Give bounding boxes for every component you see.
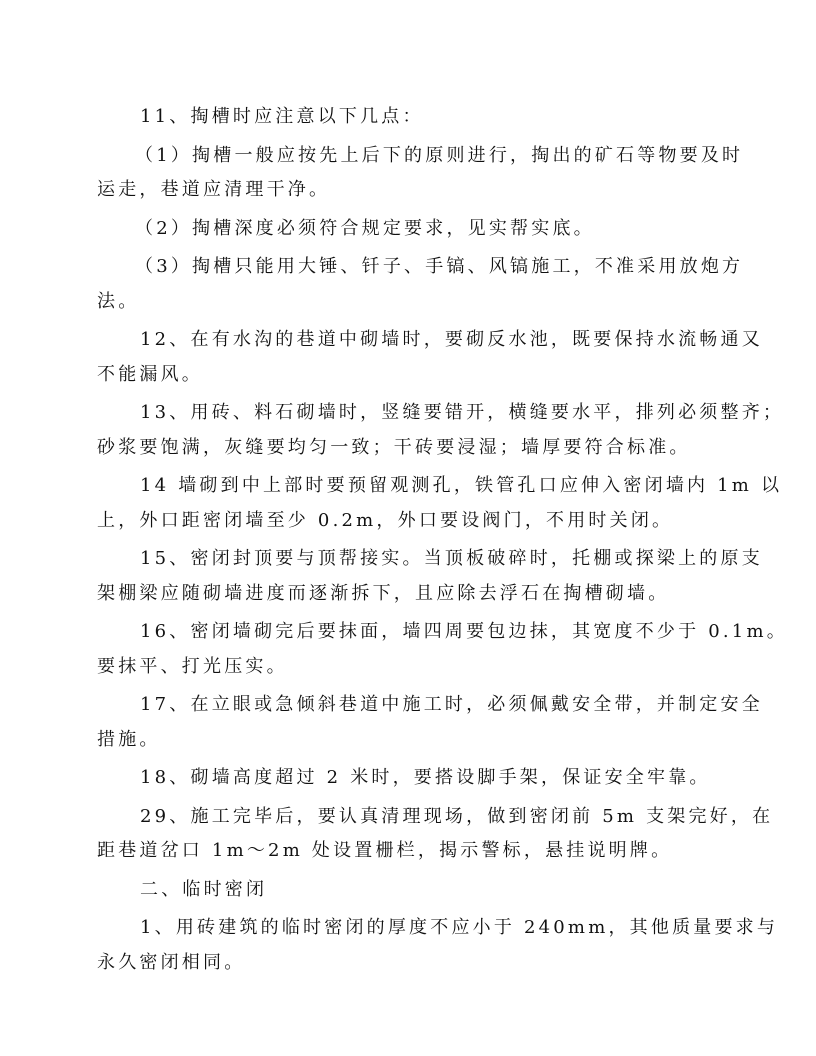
paragraph-p15 [97,542,763,611]
text-line: （3）掏槽只能用大锤、钎子、手镐、风镐施工，不准采用放炮方 [135,256,744,277]
paragraph-p14 [97,469,783,538]
text-line: 永久密闭相同。 [97,951,246,973]
text-line: 措施。 [97,728,161,750]
document-page [97,100,788,984]
paragraph-p18 [97,761,727,796]
section-heading [97,873,727,908]
text-line: （1）掏槽一般应按先上后下的原则进行，掏出的矿石等物要及时 [135,144,744,166]
paragraph-p11-3 [97,250,744,319]
paragraph-p12 [97,323,763,392]
paragraph-p29 [97,800,774,869]
text-line: 运走，巷道应清理干净。 [97,179,331,200]
text-line: 二、临时密闭 [140,878,268,900]
text-line: 17、在立眼或急倾斜巷道中施工时，必须佩戴安全带，并制定安全 [140,694,763,715]
text-line: 不能漏风。 [97,363,203,385]
paragraph-p13 [97,396,785,465]
text-line: 上，外口距密闭墙至少 0.2m，外口要设阀门，不用时关闭。 [97,509,674,531]
text-line: 法。 [97,290,140,312]
text-line: 11、掏槽时应注意以下几点： [140,106,424,127]
text-line: 1、用砖建筑的临时密闭的厚度不应小于 240mm，其他质量要求与 [140,917,779,938]
paragraph-p16 [97,615,788,684]
text-line: 12、在有水沟的巷道中砌墙时，要砌反水池，既要保持水流畅通又 [140,329,763,350]
text-line: 架棚梁应随砌墙进度而逐渐拆下，且应除去浮石在掏槽砌墙。 [97,582,670,604]
text-line: 18、砌墙高度超过 2 米时，要搭设脚手架，保证安全牢靠。 [140,767,711,788]
text-line: （2）掏槽深度必须符合规定要求，见实帮实底。 [135,217,595,239]
text-line: 砂浆要饱满，灰缝要均匀一致；干砖要浸湿；墙厚要符合标准。 [97,436,691,458]
paragraph-p17 [97,688,763,757]
paragraph-p11-2 [97,212,727,247]
text-line: 要抹平、打光压实。 [97,655,288,677]
text-line: 15、密闭封顶要与顶帮接实。当顶板破碎时，托棚或探梁上的原支 [140,548,763,569]
text-line: 13、用砖、料石砌墙时，竖缝要错开，横缝要水平，排列必须整齐； [140,402,785,423]
text-line: 14 墙砌到中上部时要预留观测孔，铁管孔口应伸入密闭墙内 1m 以 [140,475,783,496]
paragraph-p11-1 [97,139,744,208]
text-line: 29、施工完毕后，要认真清理现场，做到密闭前 5m 支架完好，在 [140,805,774,827]
paragraph-p11 [97,100,727,135]
paragraph-p2-1 [97,911,779,980]
text-line: 距巷道岔口 1m～2m 处设置栅栏，揭示警标，悬挂说明牌。 [97,840,673,861]
text-line: 16、密闭墙砌完后要抹面，墙四周要包边抹，其宽度不少于 0.1m。 [140,621,788,642]
